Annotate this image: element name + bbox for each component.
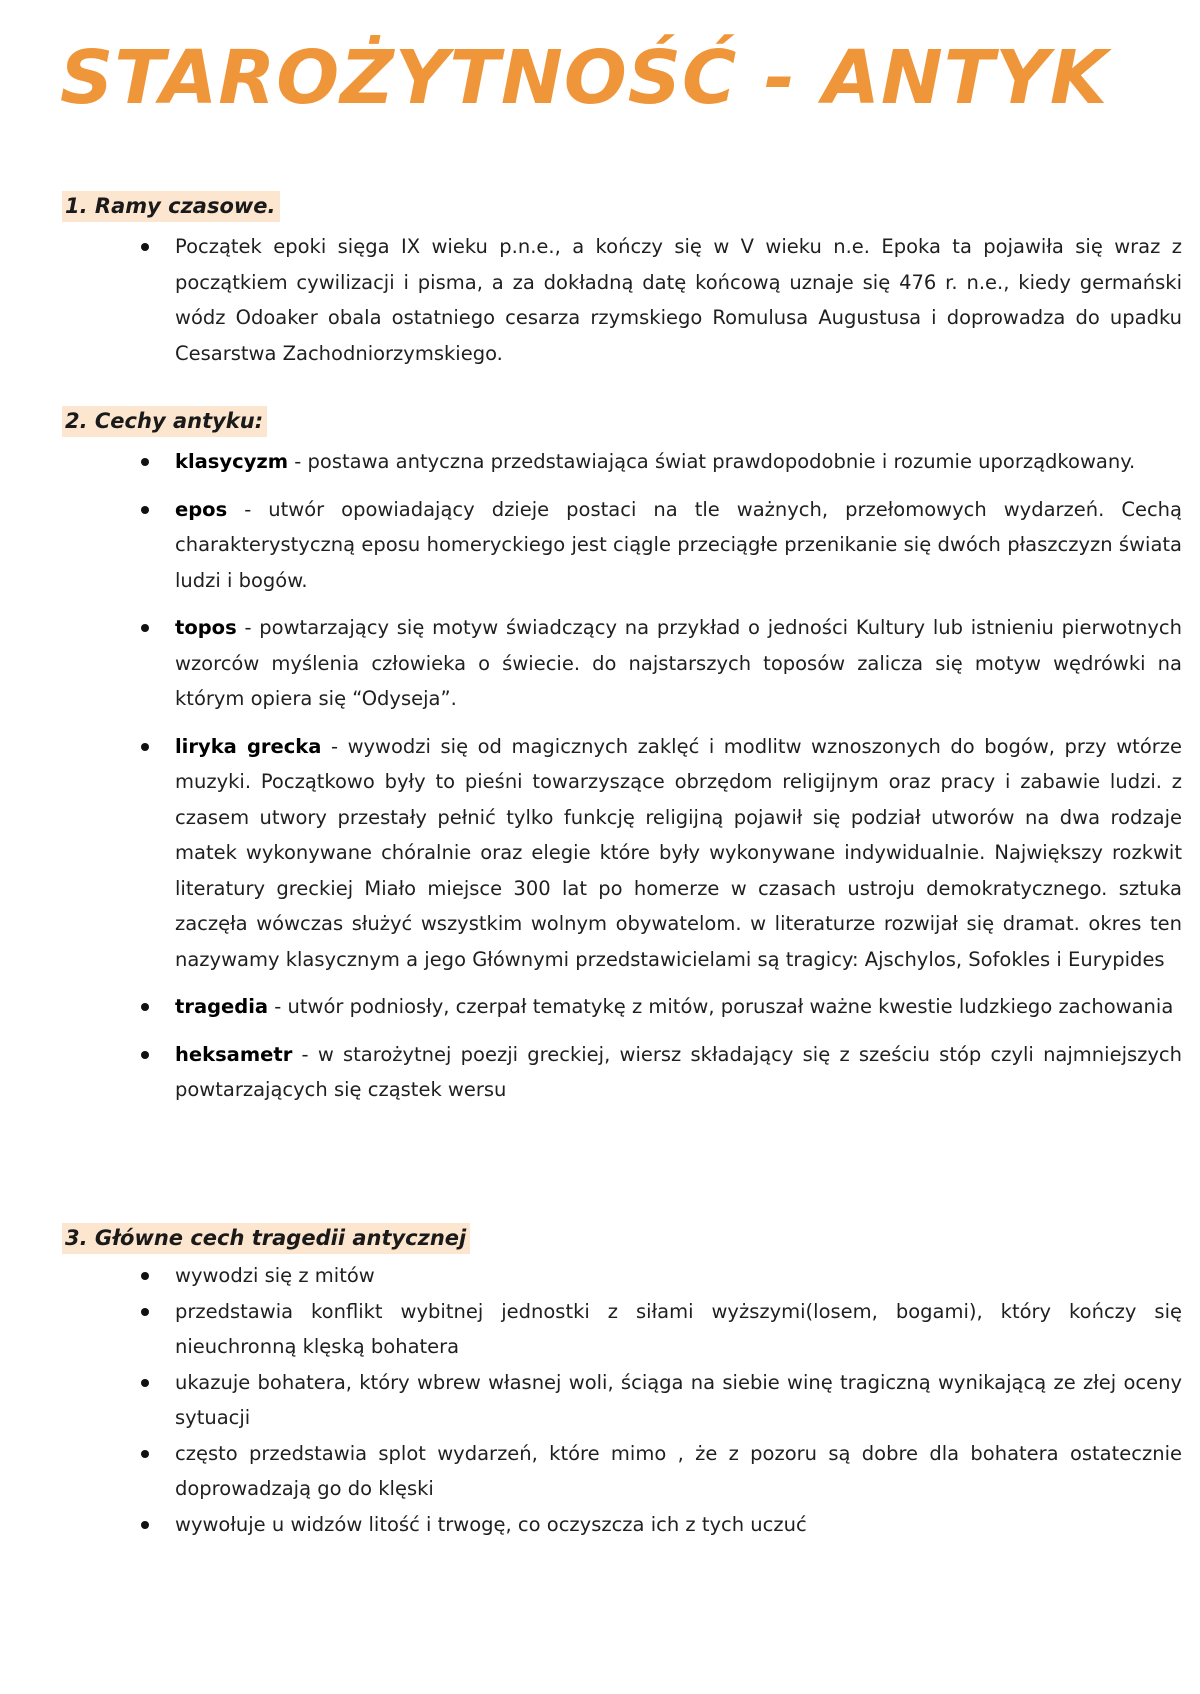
bullet-icon	[141, 1308, 149, 1316]
bullet-icon	[141, 1003, 149, 1011]
definition-text: - powtarzający się motyw świadczący na przykład o jedności Kultury lub istnieniu pierwotnych wzorców myślenia człowieka o świecie. do najstarszych toposów zalicza się motyw wędrówki na którym opiera się “Odyseja”.	[175, 616, 1182, 711]
term-klasycyzm: klasycyzm	[175, 450, 289, 474]
bullet-icon	[141, 1379, 149, 1387]
list-item	[62, 1507, 1182, 1543]
bullet-icon	[141, 243, 149, 251]
list-item	[62, 1258, 1182, 1294]
bullet-icon	[141, 1450, 149, 1458]
list-item-text: przedstawia konflikt wybitnej jednostki z siłami wyższymi(losem, bogami), który kończy się nieuchronną klęską bohatera	[175, 1299, 1182, 1359]
section-heading: 1. Ramy czasowe.	[62, 191, 280, 222]
list-item	[62, 610, 1182, 717]
list-item	[62, 729, 1182, 978]
list-item-text: Początek epoki sięga IX wieku p.n.e., a kończy się w V wieku n.e. Epoka ta pojawiła się wraz z początkiem cywilizacji i pisma, a za dokładną datę końcową uznaje się 476 r. n.e., kiedy germański wódz Odoaker obala ostatniego cesarza rzymskiego Romulusa Augustusa i doprowadza do upadku Cesarstwa Zachodniorzymskiego.	[175, 235, 1182, 365]
definition-text: - w starożytnej poezji greckiej, wiersz składający się z sześciu stóp czyli najmniejszych powtarzających się cząstek wersu	[175, 1042, 1182, 1102]
bullet-list	[62, 229, 1182, 371]
list-item	[62, 229, 1182, 371]
definition-text: - postawa antyczna przedstawiająca świat prawdopodobnie i rozumie uporządkowany.	[288, 450, 1136, 474]
section-time-frame	[62, 191, 1182, 371]
list-item-text: wywołuje u widzów litość i trwogę, co oczyszcza ich z tych uczuć	[175, 1512, 807, 1536]
definition-text: - wywodzi się od magicznych zaklęć i modlitw wznoszonych do bogów, przy wtórze muzyki. Początkowo były to pieśni towarzyszące obrzędom religijnym oraz pracy i zabawie ludzi. z czasem utwory przestały pełnić tylko funkcję religijną pojawił się podział utworów na dwa rodzaje matek wykonywane chóralnie oraz elegie które były wykonywane indywidualnie. Największy rozkwit literatury greckiej Miało miejsce 300 lat po homerze w czasach ustroju demokratycznego. sztuka zaczęła wówczas służyć wszystkim wolnym obywatelom. w literaturze rozwijał się dramat. okres ten nazywamy klasycznym a jego Głównymi przedstawicielami są tragicy: Ajschylos, Sofokles i Eurypides	[175, 734, 1182, 971]
bullet-icon	[141, 1051, 149, 1059]
term-liryka-grecka: liryka grecka	[175, 734, 322, 758]
list-item	[62, 1037, 1182, 1108]
list-item	[62, 1436, 1182, 1507]
section-antiquity-features	[62, 406, 1182, 1108]
bullet-icon	[141, 506, 149, 514]
bullet-icon	[141, 624, 149, 632]
list-item-text: ukazuje bohatera, który wbrew własnej woli, ściąga na siebie winę tragiczną wynikającą ze złej oceny sytuacji	[175, 1370, 1182, 1430]
list-item	[62, 1365, 1182, 1436]
term-tragedia: tragedia	[175, 995, 269, 1019]
bullet-list	[62, 1258, 1182, 1542]
page-title: STAROŻYTNOŚĆ - ANTYK	[60, 35, 1109, 121]
bullet-icon	[141, 458, 149, 466]
section-heading: 3. Główne cech tragedii antycznej	[62, 1223, 470, 1254]
list-item	[62, 492, 1182, 599]
section-tragedy-features	[62, 1223, 1182, 1542]
section-heading: 2. Cechy antyku:	[62, 406, 267, 437]
bullet-icon	[141, 743, 149, 751]
term-heksametr: heksametr	[175, 1042, 293, 1066]
definition-text: - utwór opowiadający dzieje postaci na tle ważnych, przełomowych wydarzeń. Cechą charakterystyczną eposu homeryckiego jest ciągle przeciągłe przenikanie się dwóch płaszczyzn świata ludzi i bogów.	[175, 497, 1182, 592]
definition-list	[62, 444, 1182, 1108]
list-item	[62, 989, 1182, 1025]
list-item-text: wywodzi się z mitów	[175, 1264, 375, 1288]
definition-text: - utwór podniosły, czerpał tematykę z mitów, poruszał ważne kwestie ludzkiego zachowania	[268, 995, 1174, 1019]
list-item	[62, 444, 1182, 480]
term-topos: topos	[175, 616, 237, 640]
list-item-text: często przedstawia splot wydarzeń, które mimo , że z pozoru są dobre dla bohatera ostatecznie doprowadzają go do klęski	[175, 1441, 1182, 1501]
bullet-icon	[141, 1272, 149, 1280]
bullet-icon	[141, 1521, 149, 1529]
term-epos: epos	[175, 497, 228, 521]
list-item	[62, 1294, 1182, 1365]
